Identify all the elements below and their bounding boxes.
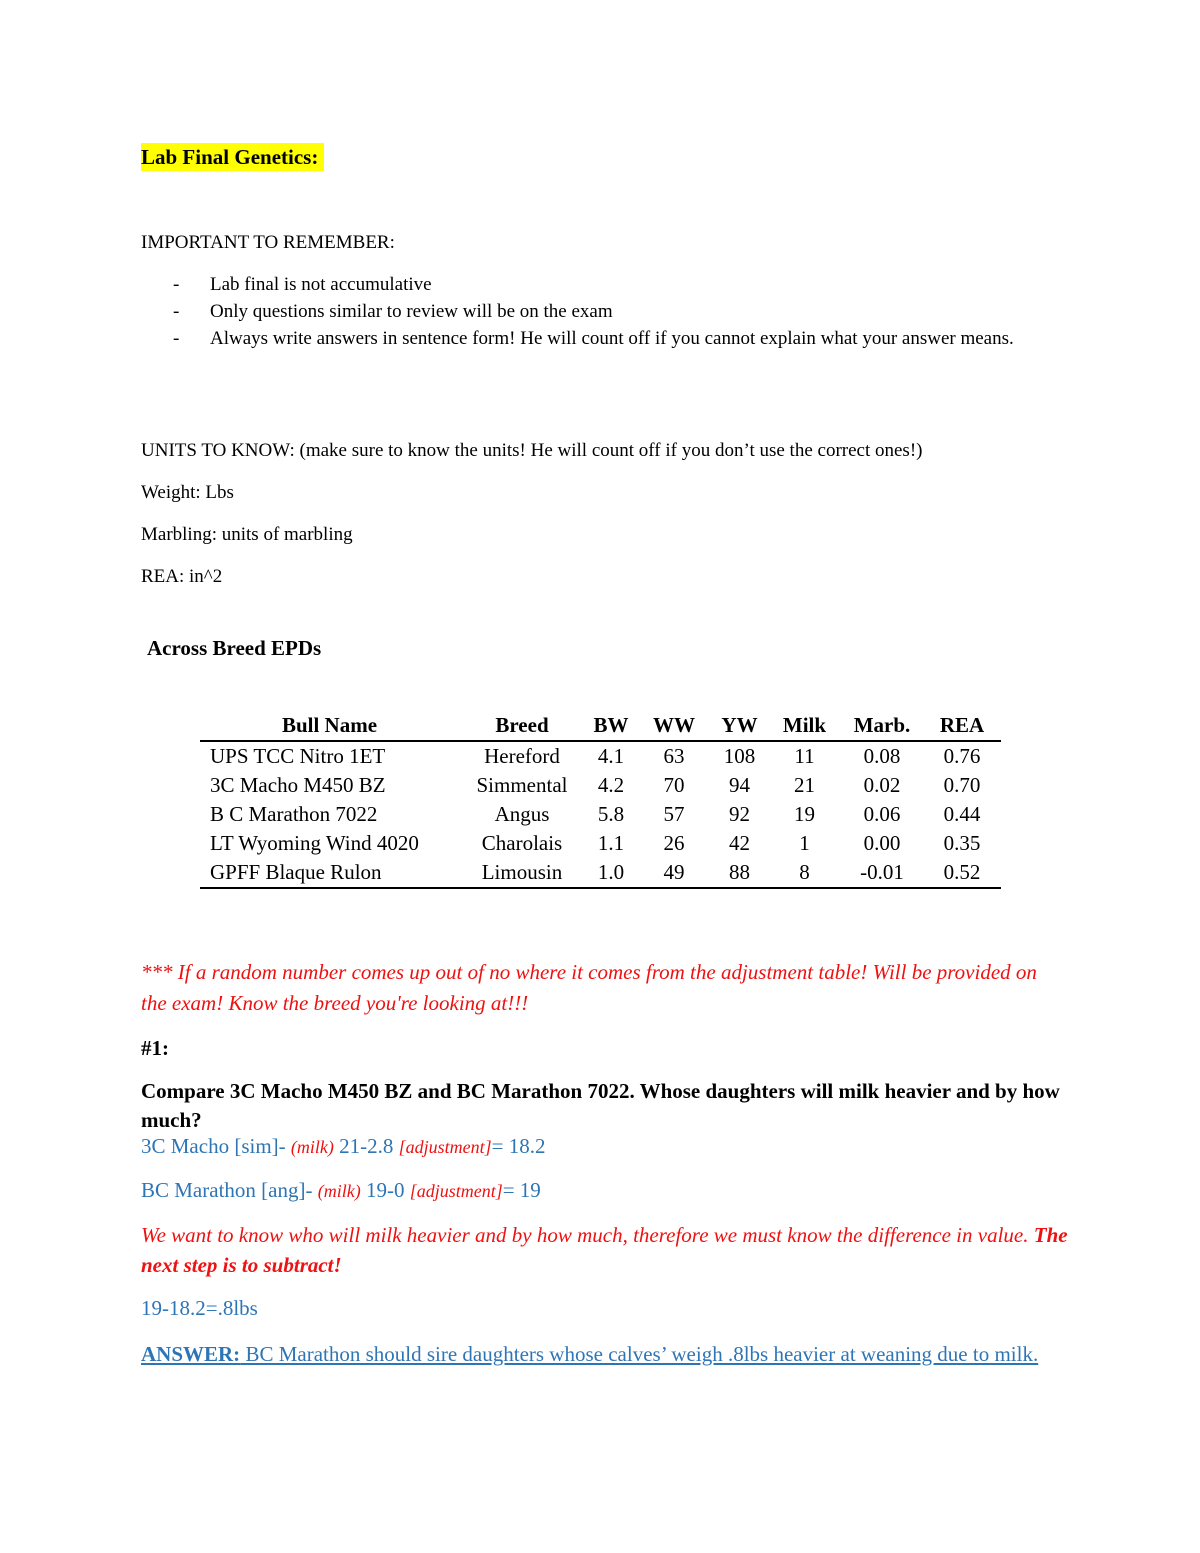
work-text: 19-0 (360, 1178, 410, 1202)
table-row (200, 829, 1001, 858)
cell-yw: 92 (729, 802, 750, 826)
cell-bw: 4.2 (597, 773, 625, 797)
col-header: REA (939, 712, 985, 737)
table-header-row (200, 710, 1001, 741)
cell-breed-text: Simmental (476, 773, 568, 797)
work-line-marathon (141, 1176, 541, 1206)
cell-yw: 88 (729, 860, 750, 884)
col-header: YW (721, 712, 758, 737)
table-row (200, 858, 1001, 888)
cell-bull-name: LT Wyoming Wind 4020 (210, 831, 419, 855)
explanation (141, 1220, 1071, 1280)
cell-yw: 94 (729, 773, 750, 797)
important-item: - Always write answers in sentence form! He will count off if you cannot explain what your answer means. (141, 325, 1080, 352)
cell-milk: 21 (794, 773, 815, 797)
cell-breed: Hereford (484, 744, 560, 768)
work-line-macho (141, 1132, 546, 1162)
cell-bw: 5.8 (597, 802, 625, 826)
cell-bw: 1.0 (597, 860, 625, 884)
cell-ww: 70 (663, 773, 685, 797)
cell-breed: Charolais (481, 831, 563, 855)
cell-milk: 19 (794, 802, 815, 826)
question-number: #1: (141, 1036, 169, 1060)
doc-title-text: Lab Final Genetics: (141, 143, 324, 171)
work-adjustment-label: [adjustment] (398, 1137, 492, 1157)
work-text: BC Marathon [ang]- (141, 1178, 318, 1202)
table-row (200, 800, 1001, 829)
answer-label: ANSWER: (141, 1342, 241, 1366)
work-text: 3C Macho [sim]- (141, 1134, 291, 1158)
explanation-emphasis: The next step is to subtract! (141, 1223, 1068, 1277)
important-item: - Lab final is not accumulative (141, 271, 1080, 298)
cell-bull-name: UPS TCC Nitro 1ET (210, 744, 386, 768)
cell-breed (459, 771, 585, 800)
cell-bull-name: 3C Macho M450 BZ (210, 773, 386, 797)
cell-marb: 0.06 (863, 802, 901, 826)
cell-bw: 4.1 (597, 744, 625, 768)
cell-yw: 42 (729, 831, 750, 855)
units-rea: REA: in^2 (141, 566, 223, 587)
work-result: = 18.2 (491, 1134, 546, 1158)
cell-marb: 0.00 (863, 831, 901, 855)
cell-marb: -0.01 (860, 860, 904, 884)
work-milk-label: (milk) (290, 1137, 334, 1157)
cell-rea: 0.70 (943, 773, 981, 797)
table-row (200, 741, 1001, 771)
answer (141, 1340, 1071, 1369)
col-header: Marb. (853, 712, 911, 737)
cell-bull-name: B C Marathon 7022 (210, 802, 378, 826)
col-header: Milk (782, 712, 827, 737)
work-adjustment-label: [adjustment] (409, 1181, 503, 1201)
cell-breed: Limousin (481, 860, 563, 884)
units-heading: UNITS TO KNOW: (make sure to know the units! He will count off if you don’t use the correct ones!) (141, 440, 923, 461)
cell-yw: 108 (723, 744, 756, 768)
col-header: Bull Name (281, 712, 378, 737)
col-header: Breed (495, 712, 549, 737)
important-list (141, 271, 1080, 352)
cell-ww: 57 (663, 802, 685, 826)
answer-text: BC Marathon should sire daughters whose calves’ weigh .8lbs heavier at weaning due to milk. (240, 1342, 1039, 1366)
doc-title (141, 143, 324, 172)
explanation-text: We want to know who will milk heavier and by how much, therefore we must know the difference in value. (141, 1223, 1029, 1247)
col-header: BW (593, 712, 629, 737)
cell-rea: 0.52 (943, 860, 981, 884)
cell-marb: 0.08 (863, 744, 901, 768)
col-header: WW (653, 712, 695, 737)
cell-ww: 26 (663, 831, 685, 855)
cell-rea: 0.44 (943, 802, 981, 826)
cell-breed: Angus (494, 802, 550, 826)
important-item: - Only questions similar to review will be on the exam (141, 298, 1080, 325)
work-result: = 19 (502, 1178, 541, 1202)
calculation: 19-18.2=.8lbs (141, 1296, 258, 1320)
units-marbling: Marbling: units of marbling (141, 524, 353, 545)
cell-ww: 63 (663, 744, 685, 768)
cell-marb: 0.02 (863, 773, 901, 797)
cell-bw: 1.1 (597, 831, 625, 855)
units-weight: Weight: Lbs (141, 482, 234, 503)
cell-rea: 0.35 (943, 831, 981, 855)
work-milk-label: (milk) (317, 1181, 361, 1201)
adjustment-note: *** If a random number comes up out of no where it comes from the adjustment table! Will be provided on the exam! Know the breed you're looking at!!! (141, 960, 1037, 1015)
cell-bull-name: GPFF Blaque Rulon (210, 860, 382, 884)
cell-milk: 11 (794, 744, 815, 768)
table-row (200, 771, 1001, 800)
table-title: Across Breed EPDs (147, 636, 322, 660)
cell-ww: 49 (663, 860, 685, 884)
cell-milk: 1 (799, 831, 810, 855)
cell-milk: 8 (799, 860, 810, 884)
epd-table (200, 710, 1001, 889)
work-text: 21-2.8 (333, 1134, 399, 1158)
cell-rea: 0.76 (943, 744, 981, 768)
question-text: Compare 3C Macho M450 BZ and BC Marathon 7022. Whose daughters will milk heavier and by how much? (141, 1079, 1060, 1132)
important-heading: IMPORTANT TO REMEMBER: (141, 232, 395, 253)
